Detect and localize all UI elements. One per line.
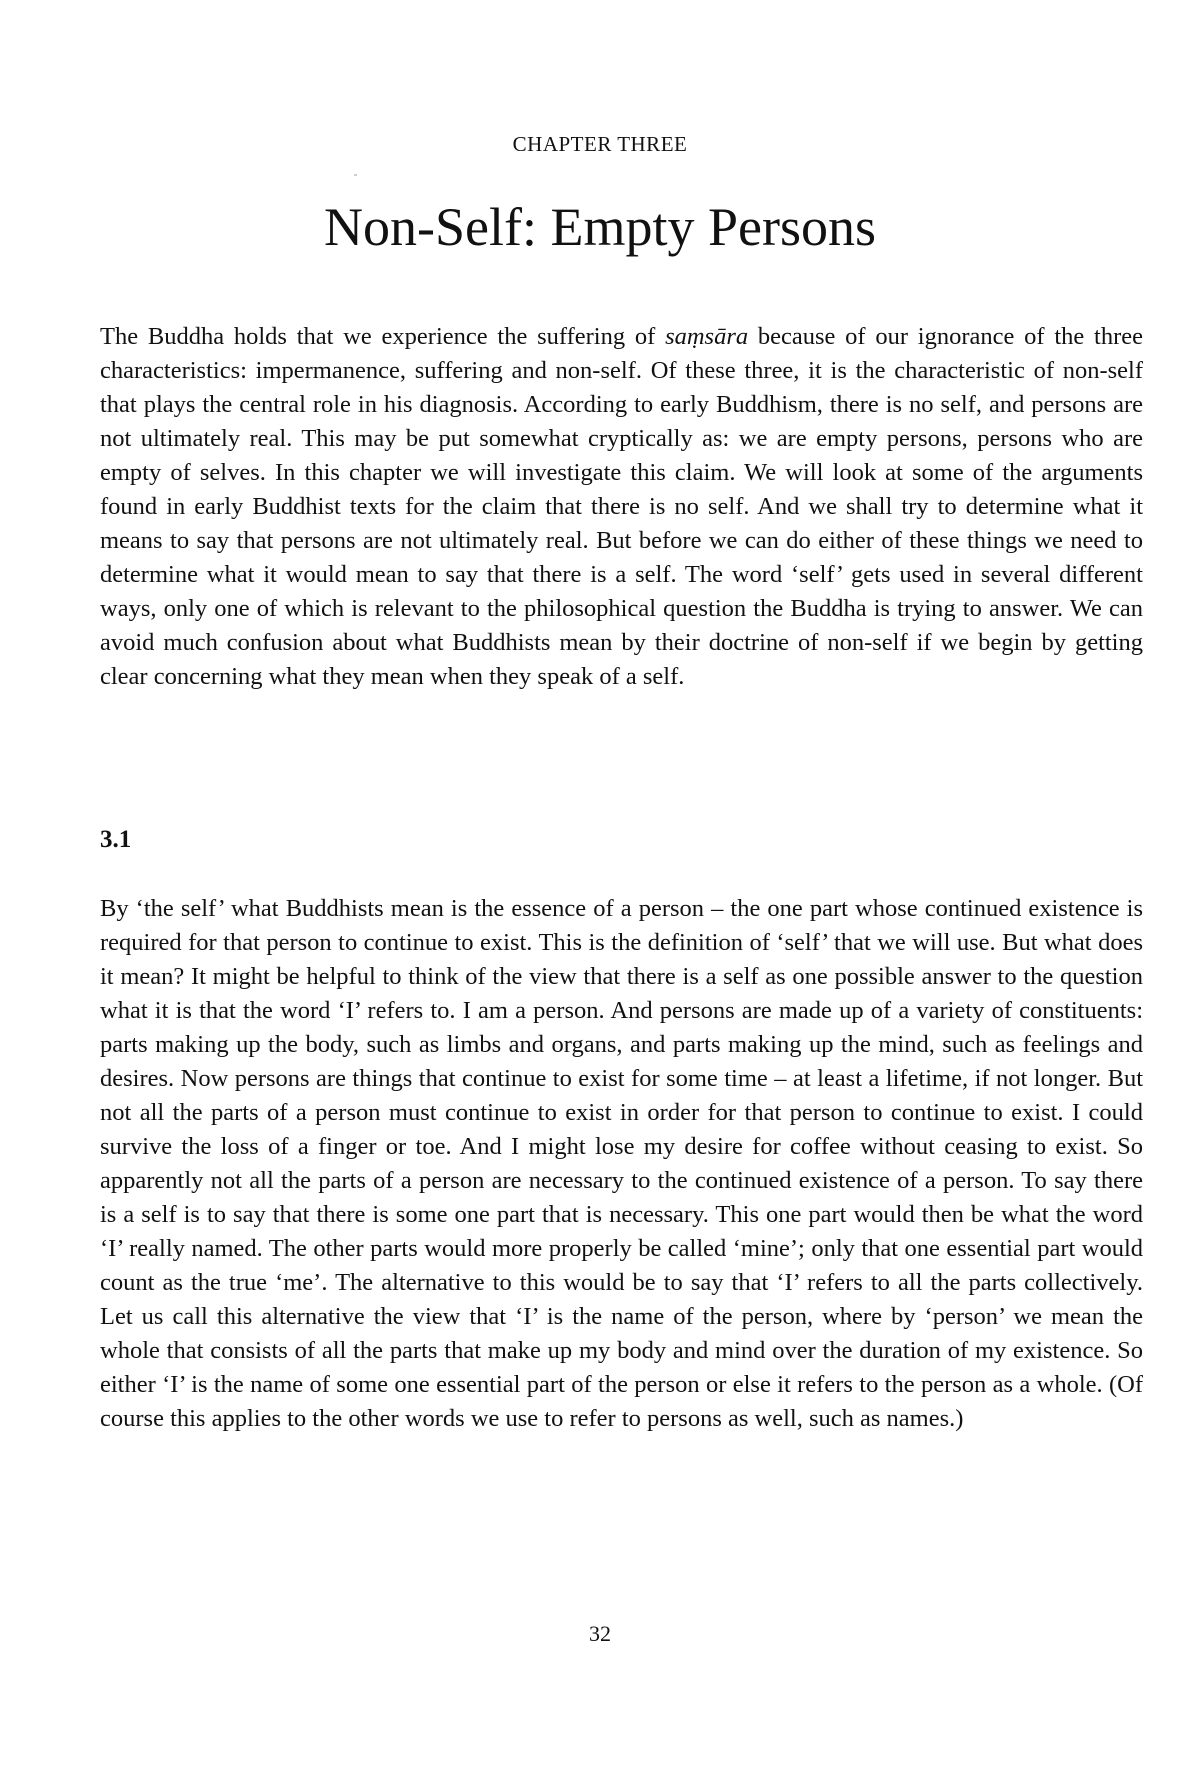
samsara-term: saṃsāra xyxy=(665,323,749,350)
intro-lead-text: The Buddha holds that we experience the suffering of xyxy=(100,323,666,350)
page-number: 32 xyxy=(589,1621,611,1646)
section-paragraph: By ‘the self’ what Buddhists mean is the essence of a person – the one part whose continued existence is required for that person to continue to exist. This is the definition of ‘self’ that we will use. But what does it mean? It might be helpful to think of the view that there is a self as one possible answer to the question what it is that the word ‘I’ refers to. I am a person. And persons are made up of a variety of constituents: parts making up the body, such as limbs and organs, and parts making up the mind, such as feelings and desires. Now persons are things that continue to exist for some time – at least a lifetime, if not longer. But not all the parts of a person must continue to exist in order for that person to continue to exist. I could survive the loss of a finger or toe. And I might lose my desire for coffee without ceasing to exist. So apparently not all the parts of a person are necessary to the continued existence of a person. To say there is a self is to say that there is some one part that is necessary. This one part would then be what the word ‘I’ really named. The other parts would more properly be called ‘mine’; only that one essential part would count as the true ‘me’. The alternative to this would be to say that ‘I’ refers to all the parts collectively. Let us call this alternative the view that ‘I’ is the name of the person, where by ‘person’ we mean the whole that consists of all the parts that make up my body and mind over the duration of my existence. So either ‘I’ is the name of some one essential part of the person or else it refers to the person as a whole. (Of course this applies to the other words we use to refer to persons as well, such as names.) xyxy=(100,895,1143,1432)
scan-speck xyxy=(354,174,357,176)
intro-paragraph xyxy=(100,320,1143,694)
chapter-title: Non-Self: Empty Persons xyxy=(324,197,876,257)
chapter-label: CHAPTER THREE xyxy=(512,132,688,156)
section-heading: 3.1 xyxy=(100,826,132,853)
intro-rest-text: because of our ignorance of the three characteristics: impermanence, suffering and non-self. Of these three, it is the characteristic of non-self that plays the central role in his diagnosis. According to early Buddhism, there is no self, and persons are not ultimately real. This may be put somewhat cryptically as: we are empty persons, persons who are empty of selves. In this chapter we will investigate this claim. We will look at some of the arguments found in early Buddhist texts for the claim that there is no self. And we shall try to determine what it means to say that persons are not ultimately real. But before we can do either of these things we need to determine what it would mean to say that there is a self. The word ‘self’ gets used in several different ways, only one of which is relevant to the philosophical question the Buddha is trying to answer. We can avoid much confusion about what Buddhists mean by their doctrine of non-self if we begin by getting clear concerning what they mean when they speak of a self. xyxy=(100,323,1143,690)
